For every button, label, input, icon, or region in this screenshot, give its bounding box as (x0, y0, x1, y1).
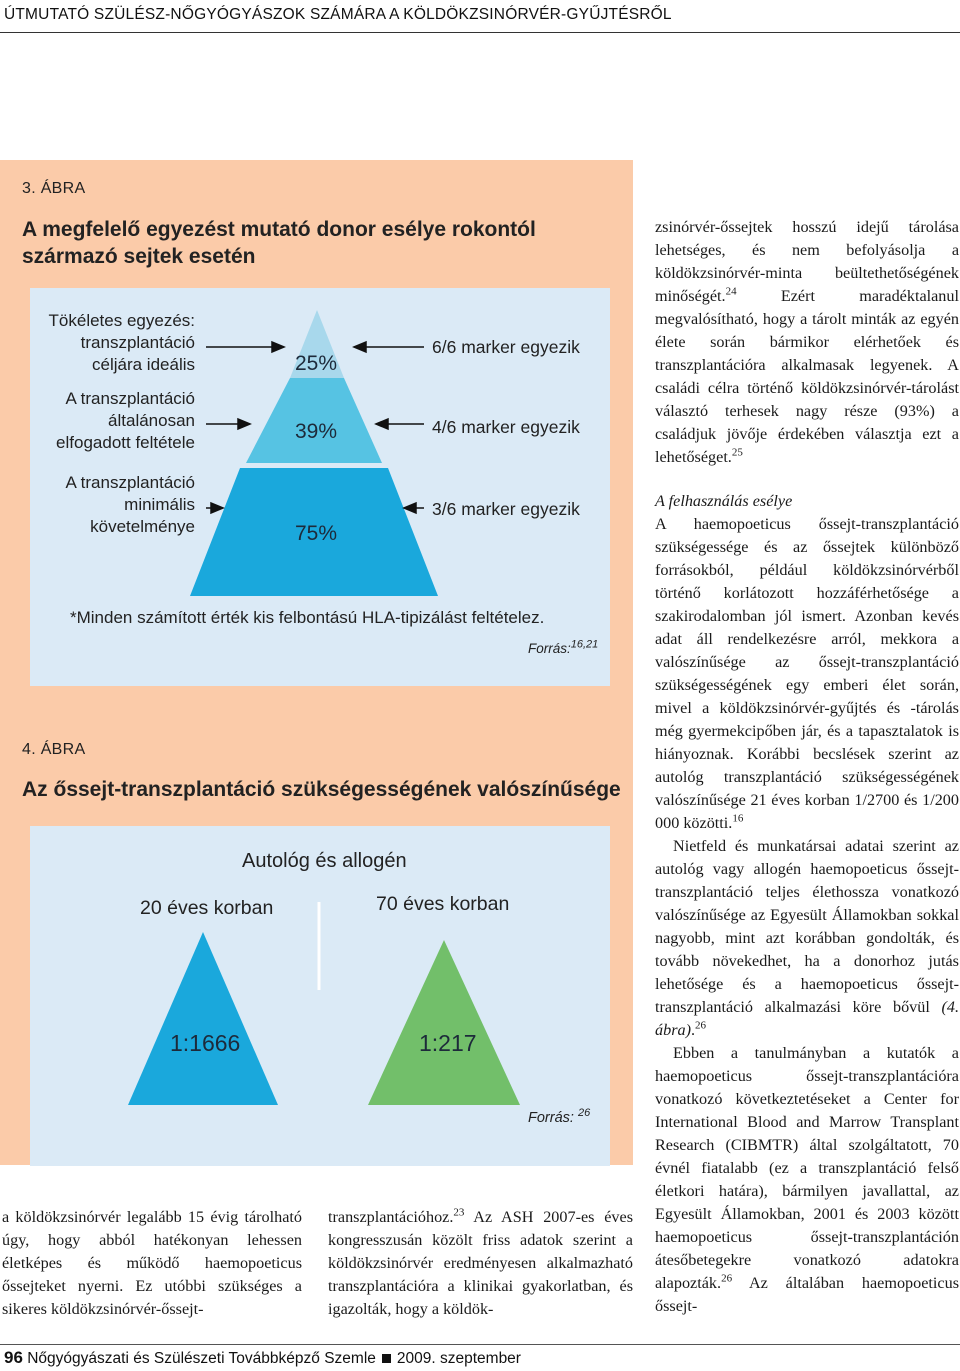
tier-value-25: 25% (295, 352, 338, 375)
left-label-line: A transzplantáció (65, 473, 195, 492)
citation: 26 (721, 1272, 733, 1285)
journal-name: Nőgyógyászati és Szülészeti Továbbképző Szemle (27, 1350, 376, 1367)
figure3-source (528, 638, 599, 656)
text-run: transzplantációhoz. (328, 1208, 454, 1226)
triangle-70-years (368, 940, 520, 1105)
left-label-line: Tökéletes egyezés: (48, 311, 195, 330)
left-label-line: minimális (124, 495, 195, 514)
citation: 24 (725, 285, 737, 298)
source-text: Forrás: (528, 1110, 574, 1126)
text-run: Az ASH 2007-es éves kongresszusán közölt friss adatok szerint a köldökzsinórvér eredményesen alkalmazható transzplantációra a klinikai gyakorlatban, és igazolták, hogy a köldök- (328, 1208, 633, 1318)
citation: 25 (731, 446, 743, 459)
text-run: Az általában haemopoeticus őssejt- (655, 1274, 959, 1315)
triangle-20-years (128, 932, 278, 1105)
text-column-right (655, 216, 959, 1318)
paragraph (655, 216, 959, 469)
citation: 26 (695, 1019, 707, 1032)
text-column-left (2, 1206, 302, 1321)
marker-label-3-6: 3/6 marker egyezik (432, 499, 580, 519)
paragraph: a köldökzsinórvér legalább 15 évig tárolható úgy, hogy abból hatékonyan lehessen életképes és működő haemopoeticus őssejteket nyerni. Ez utóbbi szükséges a sikeres köldökzsinórvér-őssejt- (2, 1208, 302, 1318)
left-label-line: céljára ideális (92, 355, 195, 374)
figure4-title: Az őssejt-transzplantáció szükségességének valószínűsége (22, 778, 621, 801)
left-label-line: elfogadott feltétele (56, 433, 195, 452)
citation: 23 (453, 1206, 465, 1219)
paragraph (328, 1206, 633, 1321)
figure4-label: 4. ÁBRA (22, 741, 86, 758)
arrow-head (354, 342, 366, 352)
paragraph (655, 1042, 959, 1318)
paragraph (655, 835, 959, 1042)
arrow-head (211, 503, 223, 513)
paragraph (655, 513, 959, 835)
square-bullet-icon (382, 1354, 391, 1363)
arrow-head (272, 342, 284, 352)
text-run: Ezért maradéktalanul megvalósítható, hogy a tárolt minták az egyén élete során bármikor elérhetőek és transzplantációra alkalmasak legyenek. A családi célra történő köldökzsinórvér-tárolást választó terhesek nagy része (93%) a családjuk jövője érdekében választja ezt a lehetőséget. (655, 287, 959, 466)
page-number: 96 (4, 1348, 23, 1367)
left-label-line: követelménye (90, 517, 195, 536)
page-footer (4, 1348, 521, 1368)
left-label-line: transzplantáció (80, 333, 195, 352)
tier-value-75: 75% (295, 522, 338, 545)
text-run: Nietfeld és munkatársai adatai szerint az autológ vagy allogén haemopoeticus őssejt-transzplantáció teljes élethossza vonatkozó valószínűsége az Egyesült Államokban sokkal nagyobb, mint azt korábban gondolták, és tovább növekedhet, ha a donorhoz jutás lehetősége és a haemopoeticus őssejt-transzplantáció alkalmazási köre bővül (655, 837, 959, 1016)
section-subhead: A felhasználás esélye (655, 492, 793, 510)
arrow-head (404, 503, 416, 513)
figure4-header: Autológ és allogén (242, 850, 407, 872)
figure4-left-value: 1:1666 (170, 1030, 241, 1056)
issue-date: 2009. szeptember (396, 1350, 521, 1367)
figure4-right-caption: 70 éves korban (376, 893, 510, 915)
arrow-head (238, 419, 250, 429)
text-column-middle (328, 1206, 633, 1321)
text-run: . (690, 1021, 696, 1039)
figure3-label: 3. ÁBRA (22, 180, 86, 197)
source-refs: 26 (577, 1107, 591, 1120)
marker-label-4-6: 4/6 marker egyezik (432, 417, 580, 437)
text-run: Ebben a tanulmányban a kutatók a haemopoeticus őssejt-transzplantációra vonatkozó következtetéseket a Center for International Blood and Marrow Transplant Research (CIBMTR) által szolgáltatott, 70 évnél fiatalabb (ez a transzplantáció felső életkori határa), bármilyen javallattal, az Egyesült Államokban, 2001 és 2003 között haemopoeticus őssejt-transzplantáción átesőbetegekre vonatkozó adatokra alapozták. (655, 1044, 959, 1292)
left-label-line: A transzplantáció (65, 389, 195, 408)
footer-divider (0, 1344, 960, 1345)
figure3-title: A megfelelő egyezést mutató donor esélye rokontól származó sejtek esetén (22, 218, 536, 268)
left-label-line: általánosan (108, 411, 195, 430)
text-run: zsinórvér-őssejtek hosszú idejű tárolása lehetséges, és nem befolyásolja a köldökzsinórvér-minta beültethetőségének minőségét. (655, 218, 959, 305)
figure4-right-value: 1:217 (419, 1030, 477, 1056)
arrow-head (376, 419, 388, 429)
figure4-left-caption: 20 éves korban (140, 897, 274, 919)
figure-reference: (4. ábra) (655, 998, 959, 1039)
source-refs: 16,21 (570, 638, 599, 651)
text-run: A haemopoeticus őssejt-transzplantáció szükségessége és az őssejtek különböző forrásokból, például köldökzsinórvérből történő korlátozott hozzáférhetősége a szakirodalomban jól ismert. Azonban kevés adat áll rendelkezésre arról, mekkora a valószínűsége az őssejt-transzplantáció szükségességének egy emberi élet során, mivel a köldökzsinórvér-gyűjtés és -tárolás még gyermekcipőben jár, és a tapasztalatok is hiányoznak. Korábbi becslések szerint az autológ transzplantáció szükségességének valószínűsége 21 éves korban 1/2700 és 1/200 000 közötti. (655, 515, 959, 832)
marker-label-6-6: 6/6 marker egyezik (432, 337, 580, 357)
citation: 16 (732, 812, 744, 825)
source-text: Forrás: (528, 641, 571, 656)
running-header: ÚTMUTATÓ SZÜLÉSZ-NŐGYÓGYÁSZOK SZÁMÁRA A KÖLDÖKZSINÓRVÉR-GYŰJTÉSRŐL (4, 6, 672, 23)
figure4-source (528, 1107, 591, 1126)
tier-value-39: 39% (295, 420, 338, 443)
figure3-footnote: *Minden számított érték kis felbontású HLA-tipizálást feltételez. (70, 608, 545, 627)
